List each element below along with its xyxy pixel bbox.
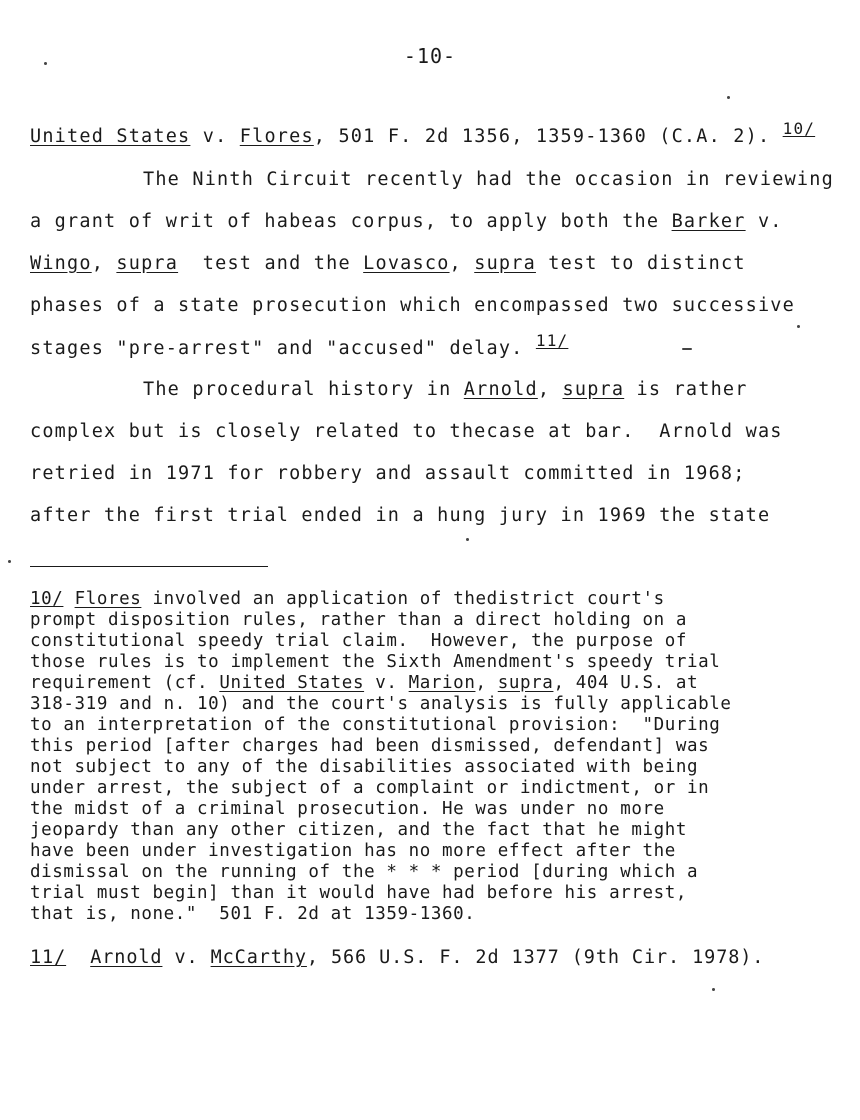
footnote-11 (30, 947, 764, 968)
text-fragment: , 566 U.S. F. 2d 1377 (9th Cir. 1978). (306, 947, 765, 968)
case-name-lovasco: Lovasco (363, 253, 450, 274)
text-fragment: , (91, 253, 117, 274)
case-name-wingo: Wingo (30, 253, 92, 274)
text-fragment: The procedural history in (143, 379, 464, 400)
page-number: -10- (403, 44, 457, 68)
footnote-10-line-9: not subject to any of the disabilities associated with being (30, 757, 699, 777)
text-fragment: stages "pre-arrest" and "accused" delay. (30, 338, 536, 359)
scan-speck (8, 560, 11, 563)
footnote-ref-11: 11/ (535, 331, 569, 350)
supra-fn: supra (497, 673, 554, 693)
scan-speck (712, 988, 715, 991)
text-fragment: v. (364, 673, 409, 693)
scan-speck (466, 538, 469, 541)
case-name-mccarthy: McCarthy (210, 947, 307, 968)
footnote-10-line-15: trial must begin] than it would have had before his arrest, (30, 883, 688, 903)
text-fragment: , 404 U.S. at (553, 673, 699, 693)
scan-speck (727, 96, 730, 99)
body-line-6 (30, 331, 569, 359)
case-name-arnold-fn: Arnold (90, 947, 163, 968)
footnote-10-line-12: jeopardy than any other citizen, and the fact that he might (30, 820, 688, 840)
body-line-7 (143, 379, 748, 400)
footnote-10-line-5 (30, 673, 698, 694)
case-name-flores: Flores (239, 126, 314, 147)
text-fragment: v. (190, 126, 240, 147)
text-fragment (63, 589, 74, 609)
case-name-flores-fn: Flores (74, 589, 142, 609)
text-fragment (66, 947, 90, 968)
footnote-number-11: 11/ (30, 947, 67, 968)
footnote-10-line-7: to an interpretation of the constitutional provision: "During (30, 715, 721, 735)
body-line-10: after the first trial ended in a hung jury in 1969 the state (30, 505, 771, 526)
text-fragment: , (449, 253, 475, 274)
body-line-4 (30, 253, 746, 274)
footnote-number-10: 10/ (30, 589, 64, 609)
footnote-10-line-16: that is, none." 501 F. 2d at 1359-1360. (30, 904, 476, 924)
scan-speck (797, 325, 800, 328)
footnote-ref-10: 10/ (782, 119, 816, 138)
case-name-marion: Marion (408, 673, 476, 693)
text-fragment: a grant of writ of habeas corpus, to apply both the (30, 211, 672, 232)
footnote-10-line-10: under arrest, the subject of a complaint or indictment, or in (30, 778, 710, 798)
text-fragment: requirement (cf. (30, 673, 220, 693)
footnote-10-line-4: those rules is to implement the Sixth Amendment's speedy trial (30, 652, 721, 672)
body-line-8: complex but is closely related to thecase at bar. Arnold was (30, 421, 783, 442)
scan-speck (44, 62, 47, 65)
text-fragment: v. (162, 947, 211, 968)
text-fragment: is rather (624, 379, 748, 400)
footnote-10-line-8: this period [after charges had been dismissed, defendant] was (30, 736, 710, 756)
body-line-9: retried in 1971 for robbery and assault committed in 1968; (30, 463, 746, 484)
body-line-1 (30, 119, 816, 147)
supra-1: supra (116, 253, 179, 274)
body-line-3 (30, 211, 783, 232)
case-name-arnold: Arnold (463, 379, 538, 400)
supra-3: supra (562, 379, 625, 400)
text-fragment: test to distinct (535, 253, 746, 274)
case-name-united-states: United States (30, 126, 191, 147)
footnote-10-line-1 (30, 589, 665, 610)
text-fragment: test and the (178, 253, 364, 274)
text-fragment: involved an application of thedistrict court's (141, 589, 665, 609)
footnote-10-line-3: constitutional speedy trial claim. However, the purpose of (30, 631, 688, 651)
citation-text: , 501 F. 2d 1356, 1359-1360 (C.A. 2). (313, 126, 783, 147)
footnote-separator (30, 566, 268, 567)
footnote-10-line-14: dismissal on the running of the * * * period [during which a (30, 862, 699, 882)
body-line-5: phases of a state prosecution which encompassed two successive (30, 295, 795, 316)
body-line-2: The Ninth Circuit recently had the occasion in reviewing (143, 169, 834, 190)
text-fragment: v. (745, 211, 783, 232)
footnote-10-line-11: the midst of a criminal prosecution. He was under no more (30, 799, 665, 819)
footnote-10-line-6: 318-319 and n. 10) and the court's analysis is fully applicable (30, 694, 732, 714)
supra-2: supra (474, 253, 536, 274)
scan-mark (682, 348, 692, 350)
text-fragment: , (537, 379, 563, 400)
case-name-united-states-fn: United States (219, 673, 365, 693)
case-name-barker: Barker (671, 211, 746, 232)
footnote-10-line-2: prompt disposition rules, rather than a direct holding on a (30, 610, 688, 630)
text-fragment: , (475, 673, 498, 693)
footnote-10-line-13: have been under investigation has no more effect after the (30, 841, 676, 861)
